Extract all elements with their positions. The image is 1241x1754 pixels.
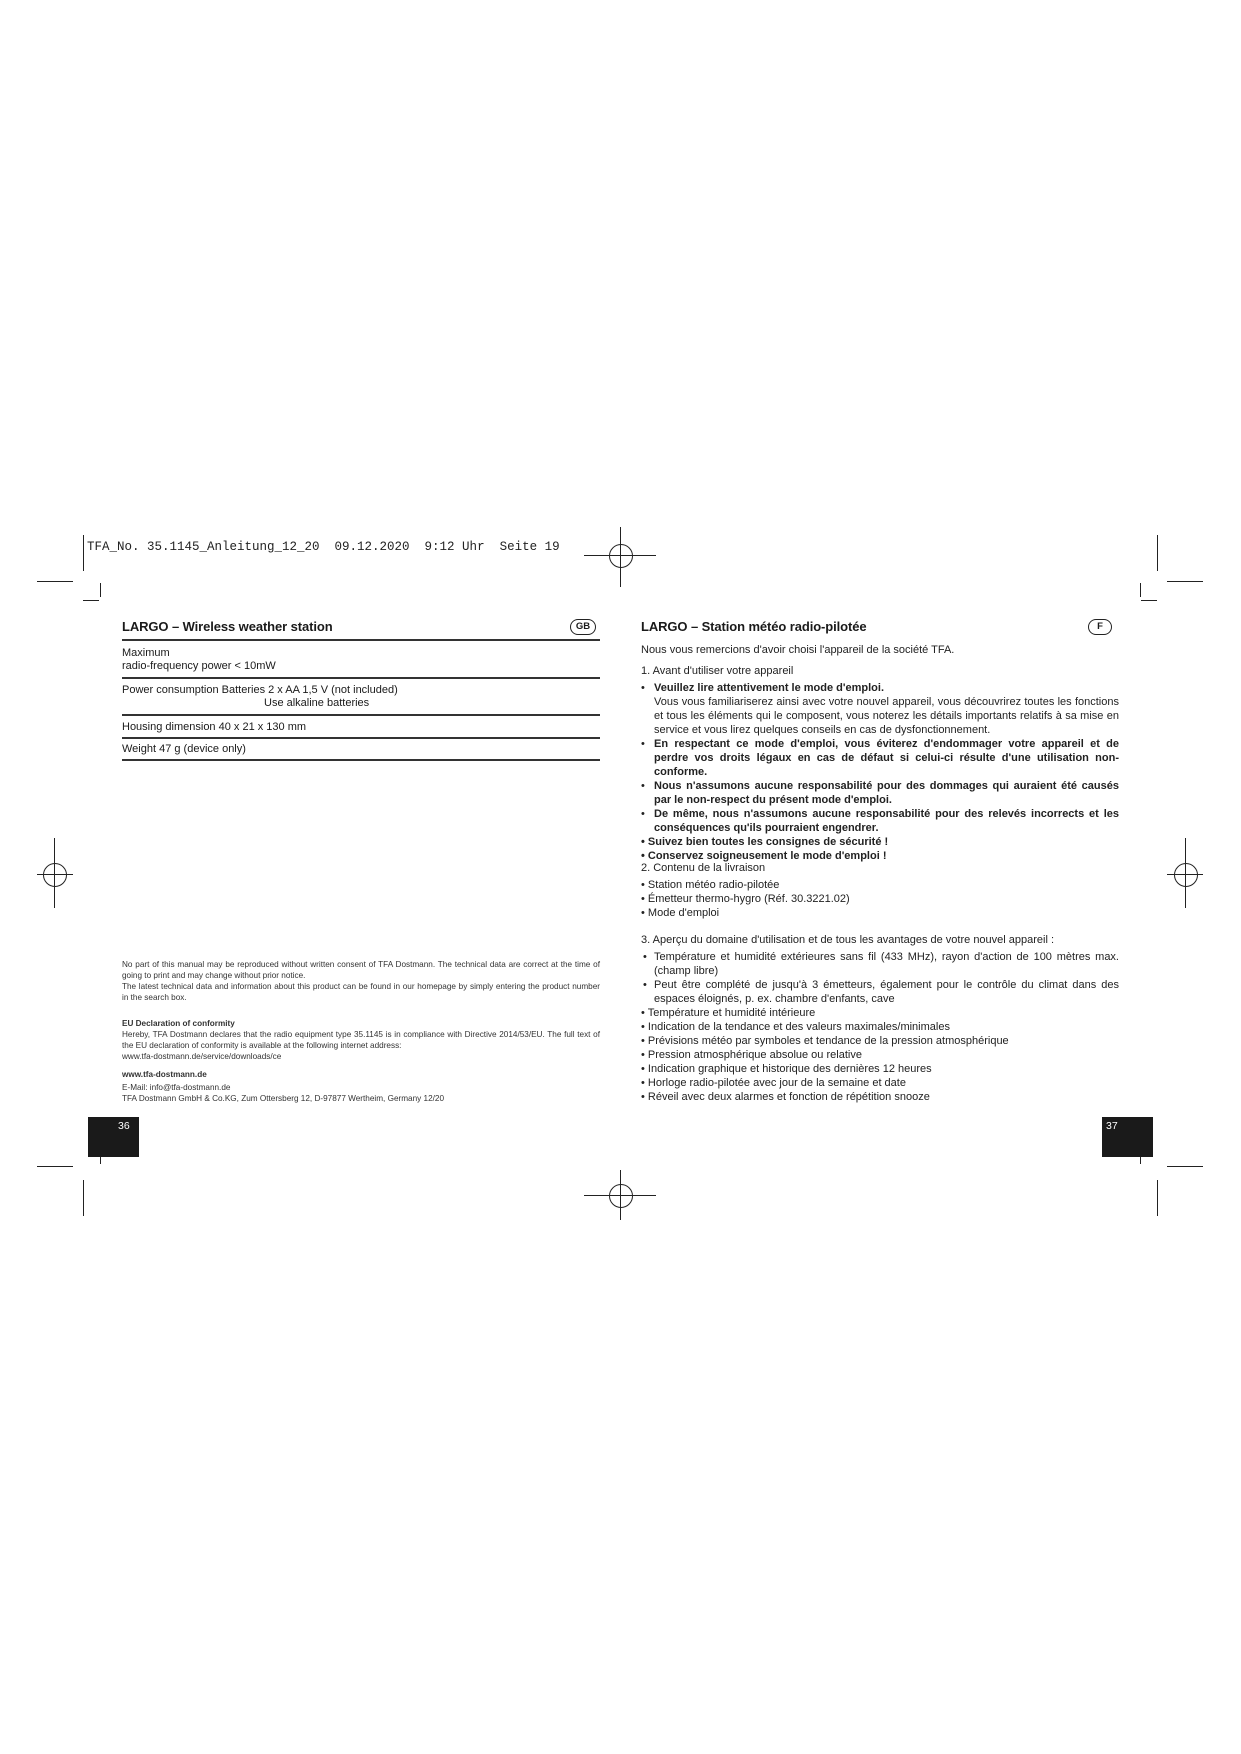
list-item: • De même, nous n'assumons aucune responsabilité pour des relevés incorrects et les conséquences qu'ils pourraient engendrer. bbox=[641, 808, 1119, 834]
section-2-list bbox=[641, 878, 1119, 920]
list-item: • Température et humidité intérieure bbox=[641, 1007, 816, 1019]
disclaimer: No part of this manual may be reproduced without written consent of TFA Dostmann. The technical data are correct at the time of going to print and may change without prior notice. The latest technical data and information about this product can be found in our homepage by simply entering the product number in the search box. bbox=[122, 960, 600, 1002]
list-item: • Suivez bien toutes les consignes de sécurité ! bbox=[641, 836, 889, 848]
eu-declaration: EU Declaration of conformity Hereby, TFA Dostmann declares that the radio equipment type 35.1145 is in compliance with Directive 2014/53/EU. The full text of the EU declaration of conformity is available at the following internet address: www.tfa-dostmann.de/service/downloads/ce bbox=[122, 1019, 600, 1061]
page-number-right: 37 bbox=[1102, 1117, 1153, 1157]
list-item: • Horloge radio-pilotée avec jour de la semaine et date bbox=[641, 1077, 906, 1089]
list-item: • En respectant ce mode d'emploi, vous éviterez d'endommager votre appareil et de perdre vos droits légaux en cas de défaut si celui-ci résulte d'une utilisation non-conforme. bbox=[641, 738, 1119, 778]
website: www.tfa-dostmann.de bbox=[122, 1070, 207, 1079]
print-header: TFA_No. 35.1145_Anleitung_12_20 09.12.2020 9:12 Uhr Seite 19 bbox=[87, 540, 560, 554]
contact-block bbox=[122, 1069, 600, 1104]
list-item: • Veuillez lire attentivement le mode d'emploi. Vous vous familiariserez ainsi avec votre nouvel appareil, vous découvrirez toutes les fonctions et tous les éléments qui le composent, vous noterez les détails importants relatifs à sa mise en service et vous lirez quelques conseils en cas de dysfonctionnement. bbox=[641, 682, 1119, 736]
list-item: • Prévisions météo par symboles et tendance de la pression atmosphérique bbox=[641, 1035, 1009, 1047]
address: TFA Dostmann GmbH & Co.KG, Zum Ottersberg 12, D-97877 Wertheim, Germany 12/20 bbox=[122, 1094, 445, 1103]
right-page-title: LARGO – Station météo radio-pilotée bbox=[641, 619, 867, 634]
list-item: • Indication graphique et historique des dernières 12 heures bbox=[641, 1063, 932, 1075]
spec-row: Weight 47 g (device only) bbox=[122, 743, 246, 755]
list-item: • Peut être complété de jusqu'à 3 émetteurs, également pour le contrôle du climat dans des espaces éloignés, p. ex. chambre d'enfants, cave bbox=[643, 979, 1119, 1005]
list-item: • Indication de la tendance et des valeurs maximales/minimales bbox=[641, 1021, 950, 1033]
list-item: • Conservez soigneusement le mode d'emploi ! bbox=[641, 850, 887, 862]
eu-url: www.tfa-dostmann.de/service/downloads/ce bbox=[122, 1052, 282, 1061]
language-badge-f: F bbox=[1088, 619, 1112, 635]
section-2-heading: 2. Contenu de la livraison bbox=[641, 862, 766, 874]
section-3-heading: 3. Aperçu du domaine d'utilisation et de tous les avantages de votre nouvel appareil : bbox=[641, 934, 1055, 946]
list-item: • Nous n'assumons aucune responsabilité pour des dommages qui auraient été causés par le non-respect du présent mode d'emploi. bbox=[641, 780, 1119, 806]
list-item: • Mode d'emploi bbox=[641, 907, 720, 919]
spec-row: Power consumption Batteries 2 x AA 1,5 V (not included) Use alkaline batteries bbox=[122, 684, 398, 709]
intro-text: Nous vous remercions d'avoir choisi l'appareil de la société TFA. bbox=[641, 644, 955, 656]
spec-row: Housing dimension 40 x 21 x 130 mm bbox=[122, 721, 307, 733]
section-3-list bbox=[641, 950, 1119, 1104]
spec-row: Maximum radio-frequency power < 10mW bbox=[122, 647, 276, 672]
page-number-left: 36 bbox=[88, 1117, 139, 1157]
left-page-title: LARGO – Wireless weather station bbox=[122, 619, 333, 634]
eu-heading: EU Declaration of conformity bbox=[122, 1019, 235, 1028]
list-item: • Réveil avec deux alarmes et fonction de répétition snooze bbox=[641, 1091, 930, 1103]
language-badge-gb: GB bbox=[570, 619, 596, 635]
list-item: • Station météo radio-pilotée bbox=[641, 879, 780, 891]
list-item: • Pression atmosphérique absolue ou relative bbox=[641, 1049, 862, 1061]
list-item: • Température et humidité extérieures sans fil (433 MHz), rayon d'action de 100 mètres max. (champ libre) bbox=[643, 951, 1119, 977]
section-1-heading: 1. Avant d'utiliser votre appareil bbox=[641, 665, 794, 677]
section-1-list bbox=[641, 681, 1119, 863]
list-item: • Émetteur thermo-hygro (Réf. 30.3221.02) bbox=[641, 893, 850, 905]
email: E-Mail: info@tfa-dostmann.de bbox=[122, 1083, 231, 1092]
